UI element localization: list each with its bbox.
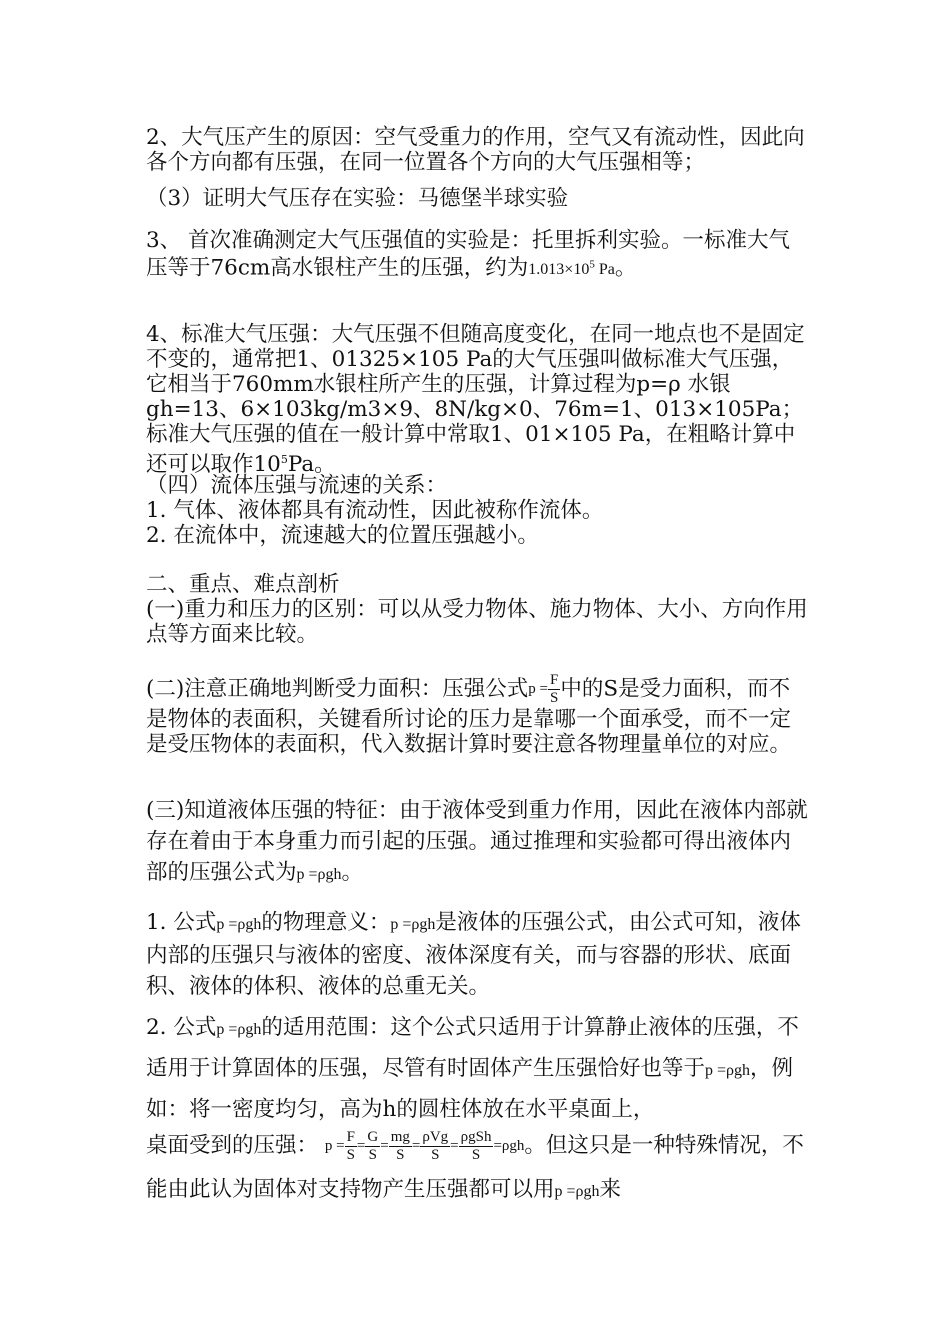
eq-fraction-g: $\frac{G}{S}$ bbox=[367, 1128, 379, 1163]
heading-fluid-pressure: （四）流体压强与流速的关系： bbox=[146, 473, 448, 498]
eq-fraction-rhovg: $\frac{\text{ρVg}}{S}$ bbox=[422, 1128, 449, 1163]
paragraph-cylinder-example: 桌面受到的压强： p = $\frac{F}{S}$ = $\frac{G}{S}$ = $\frac{mg}{S}$ = $\frac{\text{ρVg}}{S}$ = $\frac{\text{ρgSh}}{S}$ =ρgh。但这只是一种特殊情况，不能由此认为固体对支持物产生压强都可以用p =ρgh来 bbox=[146, 1128, 804, 1202]
eq-fraction-rhogsh: $\frac{\text{ρgSh}}{S}$ bbox=[460, 1128, 492, 1163]
paragraph-standard-pressure: 4、标准大气压强：大气压强不但随高度变化，在同一地点也不是固定不变的，通常把1、01325×105 Pa的大气压强叫做标准大气压强，它相当于760mm水银柱所产生的压强，计算过程为p=ρ 水银gh=13、6×103kg/m3×9、8N/kg×0、76m=1、013×105Pa；标准大气压强的值在一般计算中常取1、01×105 Pa，在粗略计算中还可以取作$10^5Pa$。 bbox=[146, 322, 805, 478]
list-item-fluid-2: 2. 在流体中，流速越大的位置压强越小。 bbox=[146, 523, 539, 548]
atm-value-formula: $1.013\times 10^5$ Pa bbox=[528, 259, 615, 279]
pressure-fraction: $\frac{F}{S}$ bbox=[550, 672, 559, 706]
paragraph-gravity-vs-pressure: (一)重力和压力的区别：可以从受力物体、施力物体、大小、方向作用点等方面来比较。 bbox=[146, 597, 808, 647]
paragraph-magdeburg: （3）证明大气压存在实验：马德堡半球实验 bbox=[146, 186, 569, 211]
liquid-pressure-formula: p =ρgh bbox=[296, 866, 342, 883]
heading-key-points: 二、重点、难点剖析 bbox=[146, 572, 340, 597]
paragraph-formula-scope: 2. 公式p =ρgh的适用范围：这个公式只适用于计算静止液体的压强，不适用于计算固体的压强，尽管有时固体产生压强恰好也等于p =ρgh，例如：将一密度均匀，高为h的圆柱体放在水平桌面上， bbox=[146, 1015, 799, 1122]
list-item-fluid-1: 1. 气体、液体都具有流动性，因此被称作流体。 bbox=[146, 498, 604, 523]
paragraph-formula-meaning: 1. 公式p =ρgh的物理意义：p =ρgh是液体的压强公式，由公式可知，液体内部的压强只与液体的密度、液体深度有关，而与容器的形状、底面积、液体的体积、液体的总重无关。 bbox=[146, 910, 801, 999]
paragraph-atmospheric-cause: 2、大气压产生的原因：空气受重力的作用，空气又有流动性，因此向各个方向都有压强，在同一位置各个方向的大气压强相等； bbox=[146, 125, 805, 175]
paragraph-torricelli: 3、 首次准确测定大气压强值的实验是：托里拆利实验。一标准大气压等于76cm高水银柱产生的压强，约为$1.013\times 10^5$ Pa。 bbox=[146, 228, 791, 281]
paragraph-contact-area: (二)注意正确地判断受力面积：压强公式p = $\frac{F}{S}$ 中的S是受力面积，而不是物体的表面积，关键看所讨论的压力是靠哪一个面承受，而不一定是受压物体的表面积，代入数据计算时要注意各物理量单位的对应。 bbox=[146, 672, 792, 757]
eq-fraction-mg: $\frac{mg}{S}$ bbox=[390, 1128, 410, 1163]
eq-fraction-f: $\frac{F}{S}$ bbox=[346, 1128, 355, 1163]
paragraph-liquid-pressure: (三)知道液体压强的特征：由于液体受到重力作用，因此在液体内部就存在着由于本身重力而引起的压强。通过推理和实验都可得出液体内部的压强公式为p =ρgh。 bbox=[146, 798, 808, 885]
